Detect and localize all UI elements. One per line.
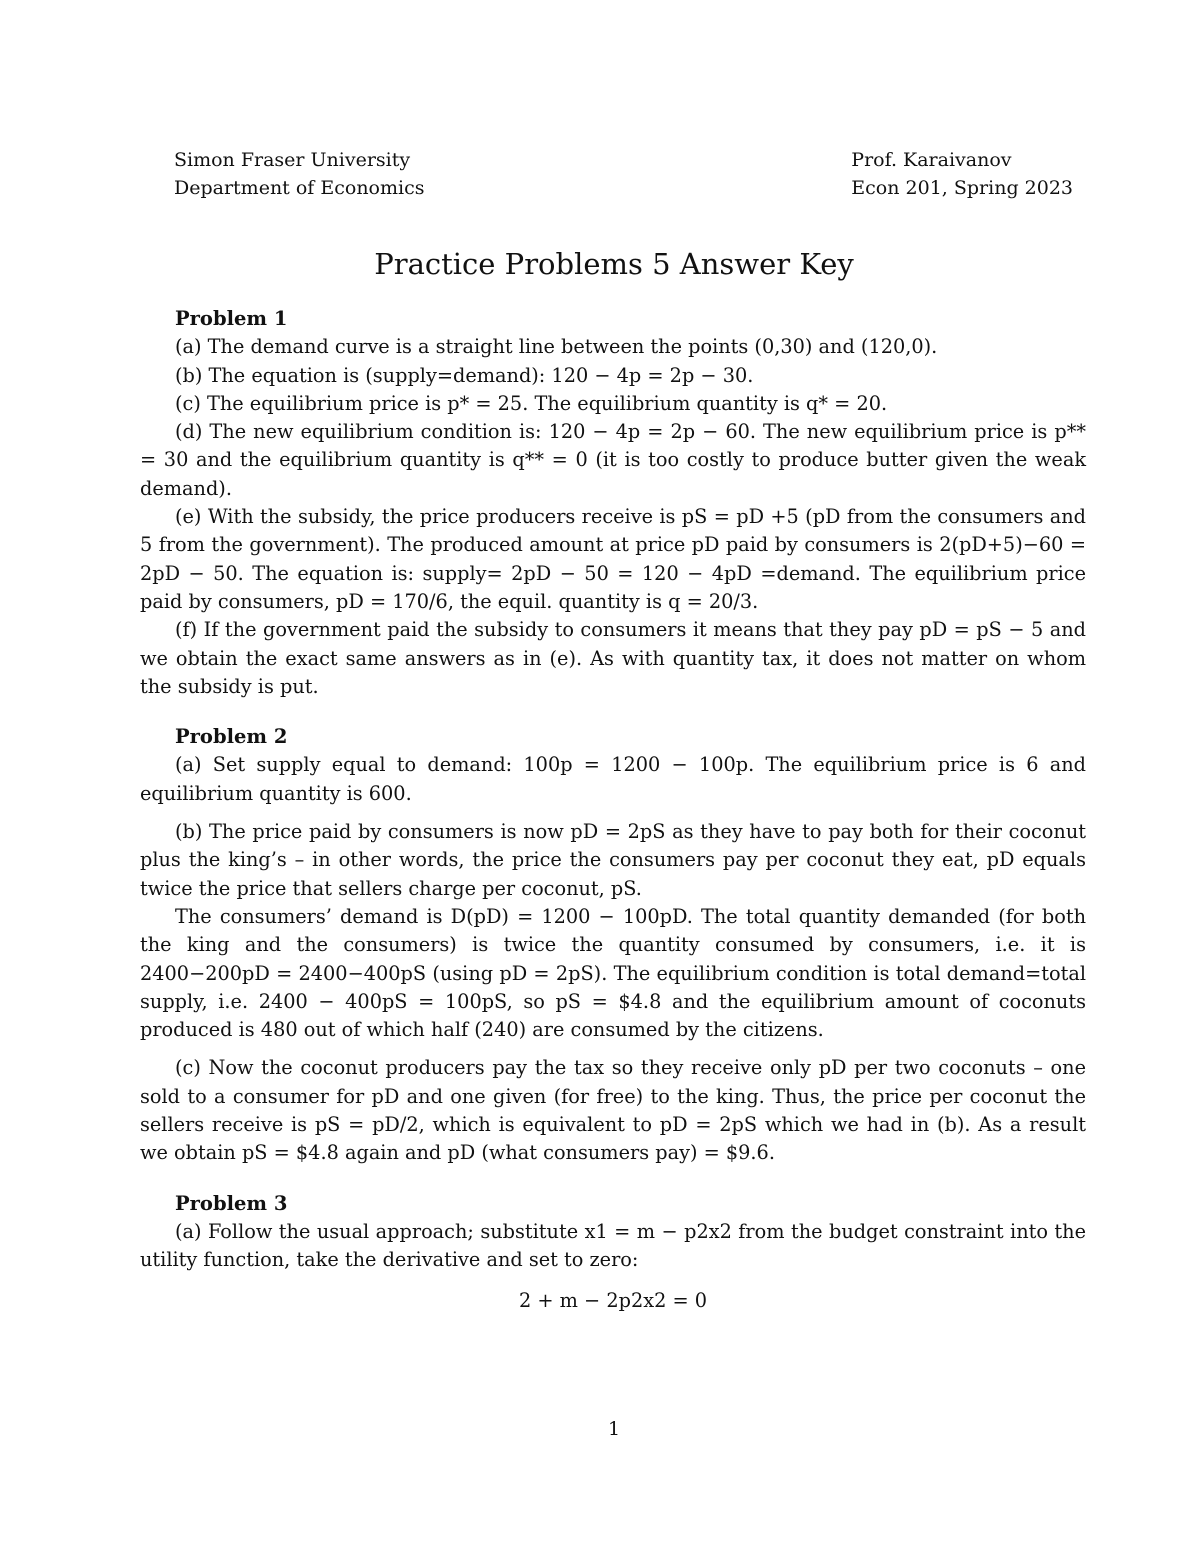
page-title: Practice Problems 5 Answer Key: [374, 247, 854, 281]
display-equation: 2 + m − 2p2x2 = 0: [518, 1288, 708, 1312]
problem2-part-b: (b) The price paid by consumers is now pD = 2pS as they have to pay both for their coconut plus the king’s – in other words, the price the consumers pay per coconut they eat, pD equals twice the price that sellers charge per coconut, pS.: [140, 820, 1086, 900]
department-name: Department of Economics: [174, 177, 425, 199]
document-body: [140, 305, 1086, 1315]
course-term: Econ 201, Spring 2023: [851, 177, 1073, 199]
header-right: [851, 146, 1073, 202]
problem2-part-b-continued: The consumers’ demand is D(pD) = 1200 − 100pD. The total quantity demanded (for both the king and the consumers) is twice the quantity consumed by consumers, i.e. it is 2400−200pD = 2400−400pS (using pD = 2pS). The equilibrium condition is total demand=total supply, i.e. 2400 − 400pS = 100pS, so pS = $4.8 and the equilibrium amount of coconuts produced is 480 out of which half (240) are consumed by the citizens.: [140, 904, 1086, 1042]
problem1-heading: Problem 1: [175, 307, 288, 330]
problem1-part-a: (a) The demand curve is a straight line between the points (0,30) and (120,0).: [175, 335, 938, 359]
problem1-part-b: (b) The equation is (supply=demand): 120 − 4p = 2p − 30.: [175, 363, 754, 387]
problem1-part-f: (f) If the government paid the subsidy to consumers it means that they pay pD = pS − 5 and we obtain the exact same answers as in (e). As with quantity tax, it does not matter on whom the subsidy is put.: [140, 618, 1086, 698]
header-left: [174, 146, 424, 202]
university-name: Simon Fraser University: [174, 149, 411, 171]
problem2-heading: Problem 2: [175, 725, 288, 749]
problem3-part-a: (a) Follow the usual approach; substitute x1 = m − p2x2 from the budget constraint into the utility function, take the derivative and set to zero:: [140, 1219, 1086, 1272]
problem2-part-c: (c) Now the coconut producers pay the tax so they receive only pD per two coconuts – one sold to a consumer for pD and one given (for free) to the king. Thus, the price per coconut the sellers receive is pS = pD/2, which is equivalent to pD = 2pS which we had in (b). As a result we obtain pS = $4.8 again and pD (what consumers pay) = $9.6.: [140, 1056, 1086, 1165]
professor-name: Prof. Karaivanov: [851, 149, 1012, 171]
page-number: 1: [607, 1418, 621, 1440]
problem3-heading: Problem 3: [175, 1191, 288, 1215]
problem1-part-c: (c) The equilibrium price is p* = 25. The equilibrium quantity is q* = 20.: [175, 391, 888, 415]
problem1-part-d: (d) The new equilibrium condition is: 120 − 4p = 2p − 60. The new equilibrium price is p** = 30 and the equilibrium quantity is q** = 0 (it is too costly to produce butter given the weak demand).: [140, 420, 1086, 500]
problem1-part-e: (e) With the subsidy, the price producers receive is pS = pD +5 (pD from the consumers and 5 from the government). The produced amount at price pD paid by consumers is 2(pD+5)−60 = 2pD − 50. The equation is: supply= 2pD − 50 = 120 − 4pD =demand. The equilibrium price paid by consumers, pD = 170/6, the equil. quantity is q = 20/3.: [140, 505, 1086, 613]
problem2-part-a: (a) Set supply equal to demand: 100p = 1200 − 100p. The equilibrium price is 6 and equilibrium quantity is 600.: [140, 753, 1086, 805]
